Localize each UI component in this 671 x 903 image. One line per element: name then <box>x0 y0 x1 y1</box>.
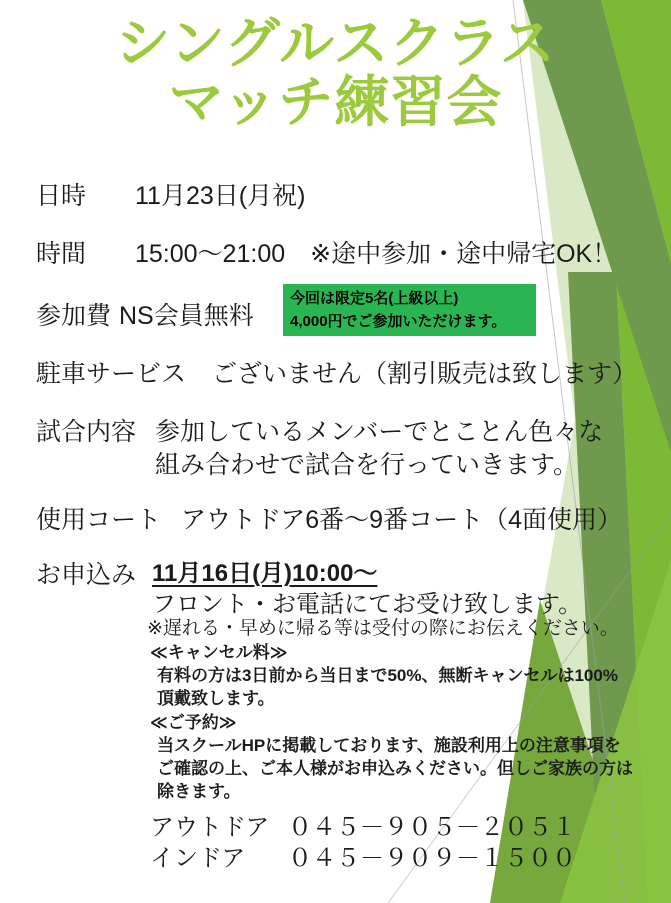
time-label: 時間 <box>36 240 87 268</box>
time-value: 15:00～21:00 ※途中参加・途中帰宅OK！ <box>135 240 618 268</box>
reserve-line3: 除きます。 <box>157 782 241 802</box>
parking-label: 駐車サービス <box>36 360 187 388</box>
time-row <box>36 234 617 270</box>
cancel-heading: ≪キャンセル料≫ <box>150 643 288 662</box>
match-line2: 組み合わせで試合を行っていきます。 <box>155 451 579 479</box>
title-line1: シングルスクラス <box>115 12 556 74</box>
cancel-line1: 有料の方は3日前から当日まで50%、無断キャンセルは100% <box>157 666 618 686</box>
fee-row <box>36 296 254 332</box>
match-label: 試合内容 <box>36 418 137 446</box>
apply-label: お申込み <box>36 561 137 589</box>
policy-block <box>150 641 633 803</box>
indoor-phone-number: ０４５－９０９－１５００ <box>288 845 576 872</box>
outdoor-label: アウトドア <box>150 814 270 841</box>
parking-row <box>36 354 637 390</box>
page-title <box>0 14 671 133</box>
reserve-line2: ご確認の上、ご本人様がお申込みください。但しご家族の方は <box>157 759 633 779</box>
indoor-label: インドア <box>150 845 246 872</box>
fee-highlight-line2: 4,000円でご参加いただけます。 <box>290 313 507 331</box>
apply-method: フロント・お電話にてお受け致します。 <box>152 591 583 618</box>
apply-row <box>36 555 136 591</box>
court-value: アウトドア6番～9番コート（4面使用） <box>181 506 622 534</box>
apply-start-date: 11月16日(月)10:00～ <box>152 560 378 587</box>
datetime-value: 11月23日(月祝) <box>135 182 306 210</box>
match-row <box>36 412 603 448</box>
outdoor-phone-row <box>150 812 576 843</box>
datetime-row <box>36 176 305 212</box>
fee-value: NS会員無料 <box>119 302 254 330</box>
fee-highlight-line1: 今回は限定5名(上級以上) <box>290 290 459 307</box>
court-row <box>36 500 622 536</box>
court-label: 使用コート <box>36 506 162 534</box>
parking-value: ございません（割引販売は致します） <box>212 360 638 388</box>
cancel-line2: 頂戴致します。 <box>157 689 275 709</box>
contact-block <box>150 812 576 874</box>
indoor-phone-row <box>150 843 576 874</box>
title-line2: マッチ練習会 <box>168 71 503 134</box>
fee-highlight-box <box>283 284 536 336</box>
datetime-label: 日時 <box>36 182 87 210</box>
fee-label: 参加費 <box>36 302 112 330</box>
match-line1: 参加しているメンバーでとことん色々な <box>155 418 604 446</box>
outdoor-phone-number: ０４５－９０５－２０５１ <box>288 814 576 841</box>
apply-note: ※遅れる・早めに帰る等は受付の際にお伝えください。 <box>147 618 619 639</box>
reserve-heading: ≪ご予約≫ <box>150 712 237 732</box>
reserve-line1: 当スクールHPに掲載しております、施設利用上の注意事項を <box>157 735 621 755</box>
